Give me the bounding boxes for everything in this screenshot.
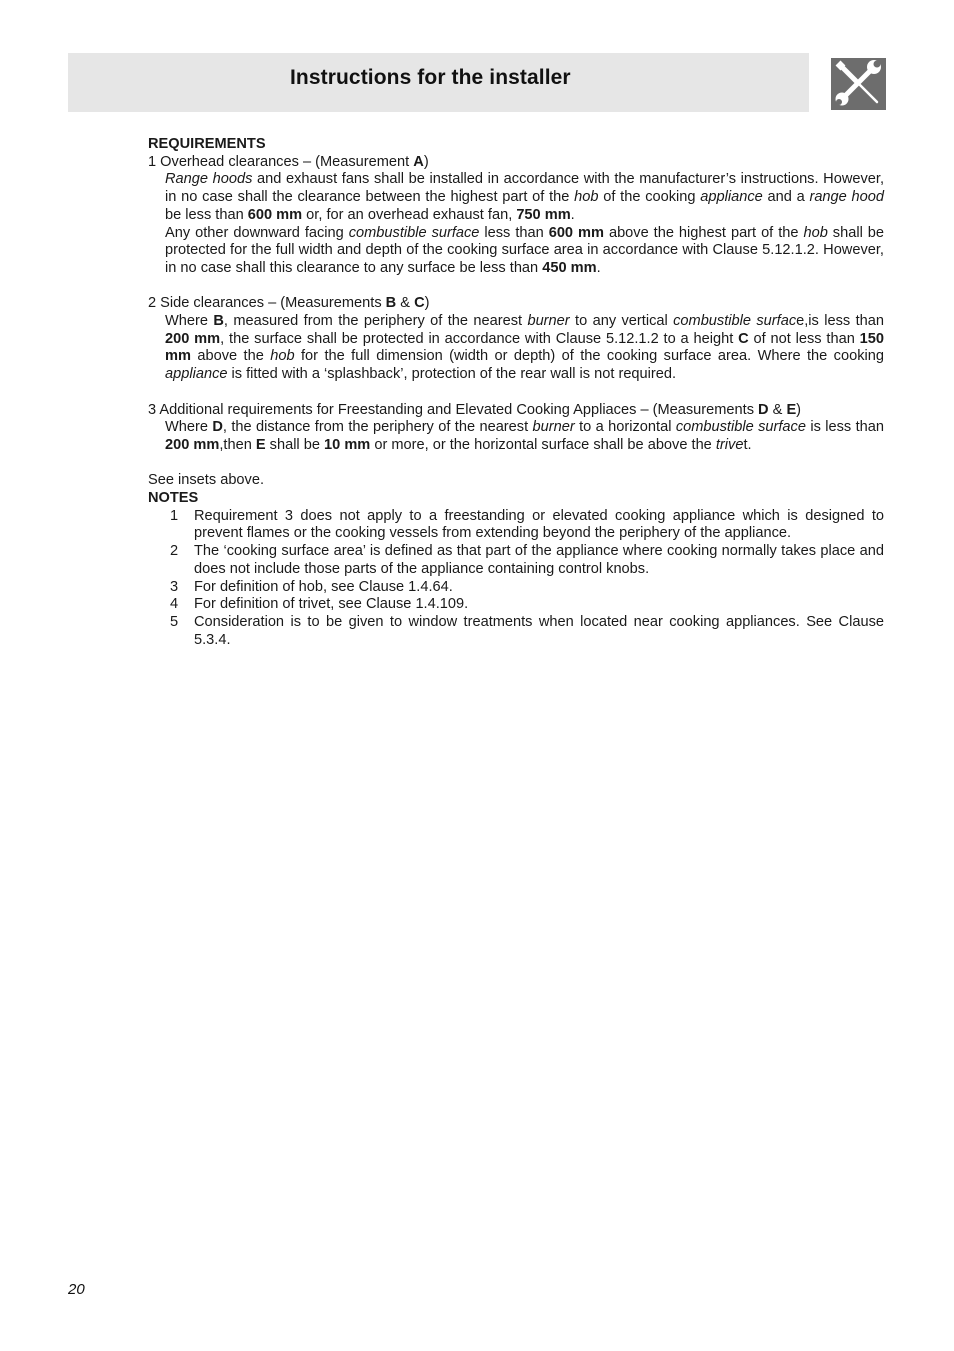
- note-item: [148, 579, 884, 597]
- notes-heading: NOTES: [148, 490, 199, 507]
- note-number: 3: [170, 578, 179, 595]
- note-text: The ‘cooking surface area’ is defined as that part of the appliance where cooking normally takes place and does not include those parts of the appliance containing control knobs.: [194, 543, 884, 577]
- tools-badge: [831, 58, 886, 110]
- note-item: [148, 543, 884, 578]
- requirement-1-title: 1 Overhead clearances – (Measurement A): [148, 153, 429, 170]
- note-number: 2: [170, 543, 179, 560]
- requirement-3-paragraph: Where D, the distance from the periphery of the nearest burner to a horizontal combustible surface is less than 200 mm,then E shall be 10 mm or more, or the horizontal surface shall be above the trivet.: [165, 419, 884, 453]
- see-insets-note: See insets above.: [148, 472, 265, 489]
- note-number: 5: [170, 613, 179, 630]
- requirement-1-paragraph-2: Any other downward facing combustible surface less than 600 mm above the highest part of the hob shall be protected for the full width and depth of the cooking surface area in accordance with Clause 5.12.1.2. However, in no case shall this clearance to any surface be less than 450 mm.: [165, 224, 885, 276]
- note-item: [148, 614, 884, 649]
- requirement-1-paragraph-1: Range hoods and exhaust fans shall be installed in accordance with the manufacturer’s instructions. However, in no case shall the clearance between the highest part of the hob of the cooking appliance and a range hood be less than 600 mm or, for an overhead exhaust fan, 750 mm.: [165, 171, 884, 223]
- page-number: 20: [68, 1281, 85, 1298]
- note-text: For definition of hob, see Clause 1.4.64.: [194, 578, 453, 595]
- requirements-heading: REQUIREMENTS: [148, 136, 266, 152]
- note-number: 1: [170, 507, 179, 524]
- note-item: [148, 508, 884, 543]
- note-text: Requirement 3 does not apply to a freestanding or elevated cooking appliance which is designed to prevent flames or the cooking vessels from extending beyond the periphery of the appliance.: [194, 507, 884, 542]
- requirement-3-title: 3 Additional requirements for Freestanding and Elevated Cooking Appliaces – (Measurements D & E): [148, 401, 802, 418]
- tools-icon: [831, 58, 886, 110]
- note-item: [148, 596, 884, 614]
- requirements-section: [148, 136, 884, 649]
- requirement-2-title: 2 Side clearances – (Measurements B & C): [148, 295, 430, 312]
- page-title: Instructions for the installer: [290, 66, 571, 89]
- note-text: Consideration is to be given to window treatments when located near cooking appliances. See Clause 5.3.4.: [194, 613, 884, 648]
- note-text: For definition of trivet, see Clause 1.4.109.: [194, 596, 469, 613]
- note-number: 4: [170, 596, 179, 613]
- requirement-2-paragraph: Where B, measured from the periphery of the nearest burner to any vertical combustible surface,is less than 200 mm, the surface shall be protected in accordance with Clause 5.12.1.2 to a height C of not less than 150 mm above the hob for the full dimension (width or depth) of the cooking surface area. Where the cooking appliance is fitted with a ‘splashback’, protection of the rear wall is not required.: [165, 313, 885, 383]
